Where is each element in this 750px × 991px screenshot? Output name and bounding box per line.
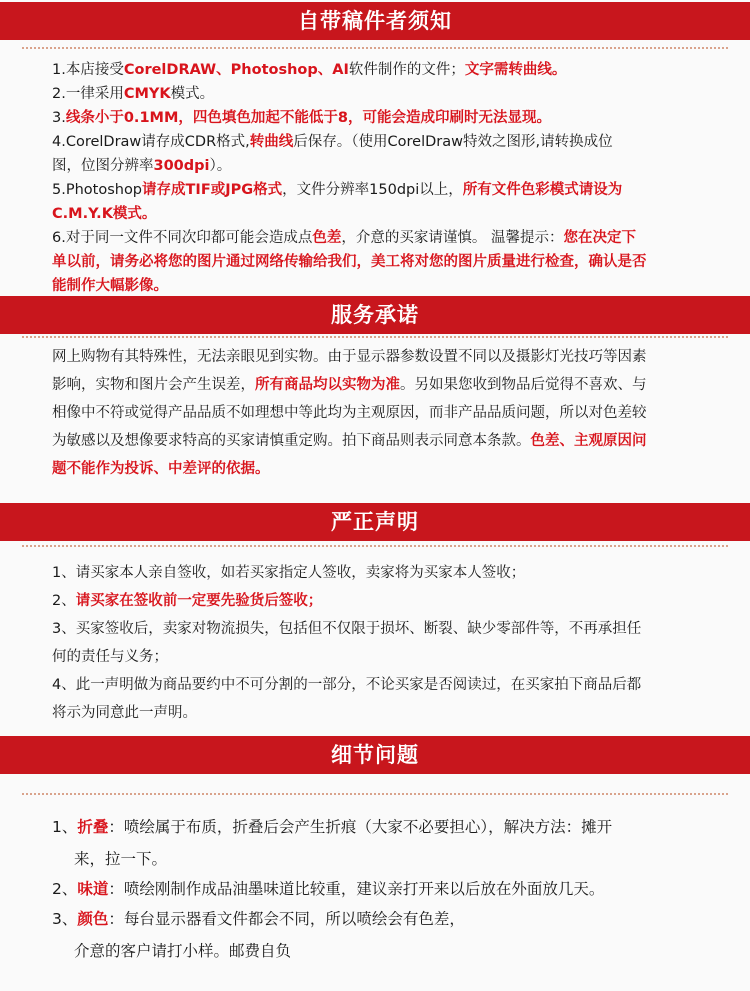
text-line xyxy=(52,373,647,394)
text-line xyxy=(52,645,168,666)
highlight-text: 线条小于0.1MM，四色填色加起不能低于8，可能会造成印刷时无法显现。 xyxy=(65,110,551,126)
body-text: ）。 xyxy=(209,158,232,174)
body-text: 网上购物有其特殊性，无法亲眼见到实物。由于显示器参数设置不同以及摄影灯光技巧等因素 xyxy=(52,349,647,365)
text-line xyxy=(52,58,566,79)
body-text: ，介意的买家请谨慎。 温馨提示： xyxy=(341,230,564,246)
highlight-text: 色差、主观原因问 xyxy=(530,433,647,449)
highlight-text: 味道 xyxy=(77,880,109,898)
body-text: 影响，实物和图片会产生误差， xyxy=(52,377,255,393)
divider xyxy=(22,47,728,49)
text-line xyxy=(52,401,647,422)
body-text: ：每台显示器看文件都会不同，所以喷绘会有色差， xyxy=(108,910,465,928)
body-text: 软件制作的文件； xyxy=(348,62,465,78)
body-text: 相像中不符或觉得产品品质不如理想中等此均为主观原因，而非产品品质问题，所以对色差较 xyxy=(52,405,647,421)
body-text: 5.Photoshop xyxy=(52,182,143,198)
highlight-text: 您在决定下 xyxy=(563,230,636,246)
body-text: 4.CorelDraw请存成CDR格式, xyxy=(52,134,250,150)
text-line xyxy=(52,345,647,366)
divider xyxy=(22,793,728,795)
section-header-service: 服务承诺 xyxy=(0,296,750,334)
text-line xyxy=(52,130,613,151)
highlight-text: C.M.Y.K模式。 xyxy=(52,206,157,222)
text-line xyxy=(52,226,636,247)
text-line xyxy=(52,178,622,199)
body-text: 3、买家签收后，卖家对物流损失，包括但不仅限于损坏、断裂、缺少零部件等，不再承担任 xyxy=(52,621,642,637)
text-line xyxy=(52,82,214,103)
text-line xyxy=(52,877,604,899)
body-text: ，文件分辨率150dpi以上， xyxy=(282,182,463,198)
highlight-text: 文字需转曲线。 xyxy=(464,62,567,78)
text-line xyxy=(52,457,270,478)
highlight-text: CMYK xyxy=(123,86,171,102)
text-line xyxy=(74,939,291,961)
text-line xyxy=(52,250,647,271)
body-text: 介意的客户请打小样。邮费自负 xyxy=(74,942,292,960)
body-text: ：喷绘属于布质，折叠后会产生折痕（大家不必要担心），解决方法：摊开 xyxy=(108,818,613,836)
section-header-notice: 自带稿件者须知 xyxy=(0,2,750,40)
text-line xyxy=(52,617,641,638)
body-text: ：喷绘刚制作成品油墨味道比较重，建议亲打开来以后放在外面放几天。 xyxy=(108,880,605,898)
highlight-text: 能制作大幅影像。 xyxy=(52,278,168,294)
body-text: 何的责任与义务； xyxy=(52,649,168,665)
body-text: 为敏感以及想像要求特高的买家请慎重定购。拍下商品则表示同意本条款。 xyxy=(52,433,531,449)
text-line xyxy=(52,701,197,722)
highlight-text: 单以前，请务必将您的图片通过网络传输给我们，美工将对您的图片质量进行检查，确认是否 xyxy=(52,254,647,270)
body-text: 6.对于同一文件不同次印都可能会造成点 xyxy=(52,230,313,246)
body-text: 后保存。（使用CorelDraw特效之图形,请转换成位 xyxy=(293,134,613,150)
highlight-text: 请存成TIF或JPG格式 xyxy=(142,182,283,198)
text-line xyxy=(52,907,465,929)
body-text: 3. xyxy=(52,110,66,126)
body-text: 2.一律采用 xyxy=(52,86,124,102)
highlight-text: 所有商品均以实物为准 xyxy=(255,377,400,393)
highlight-text: 折叠 xyxy=(77,818,109,836)
body-text: 。另如果您收到物品后觉得不喜欢、与 xyxy=(400,377,647,393)
body-text: 4、此一声明做为商品要约中不可分割的一部分，不论买家是否阅读过，在买家拍下商品后都 xyxy=(52,677,642,693)
text-line xyxy=(52,815,612,837)
body-text: 图，位图分辨率 xyxy=(52,158,154,174)
body-text: 1、 xyxy=(52,818,78,836)
text-line xyxy=(52,106,551,127)
section-header-details: 细节问题 xyxy=(0,736,750,774)
divider xyxy=(22,336,728,338)
body-text: 3、 xyxy=(52,910,78,928)
highlight-text: 题不能作为投诉、中差评的依据。 xyxy=(52,461,270,477)
divider xyxy=(22,545,728,547)
highlight-text: 所有文件色彩模式请设为 xyxy=(462,182,623,198)
text-line xyxy=(52,154,231,175)
body-text: 1.本店接受 xyxy=(52,62,124,78)
highlight-text: CorelDRAW、Photoshop、AI xyxy=(123,62,349,78)
text-line xyxy=(52,673,641,694)
body-text: 1、请买家本人亲自签收，如若买家指定人签收，卖家将为买家本人签收； xyxy=(52,565,526,581)
highlight-text: 请买家在签收前一定要先验货后签收； xyxy=(75,593,323,609)
text-line xyxy=(52,589,322,610)
body-text: 将示为同意此一声明。 xyxy=(52,705,197,721)
section-header-statement: 严正声明 xyxy=(0,503,750,541)
body-text: 2、 xyxy=(52,880,78,898)
body-text: 来，拉一下。 xyxy=(74,850,168,868)
text-line xyxy=(74,847,167,869)
text-line xyxy=(52,202,156,223)
highlight-text: 色差 xyxy=(312,230,342,246)
text-line xyxy=(52,274,168,295)
highlight-text: 300dpi xyxy=(153,158,210,174)
body-text: 模式。 xyxy=(170,86,215,102)
body-text: 2、 xyxy=(52,593,76,609)
highlight-text: 转曲线 xyxy=(249,134,294,150)
highlight-text: 颜色 xyxy=(77,910,109,928)
text-line xyxy=(52,429,647,450)
text-line xyxy=(52,561,525,582)
